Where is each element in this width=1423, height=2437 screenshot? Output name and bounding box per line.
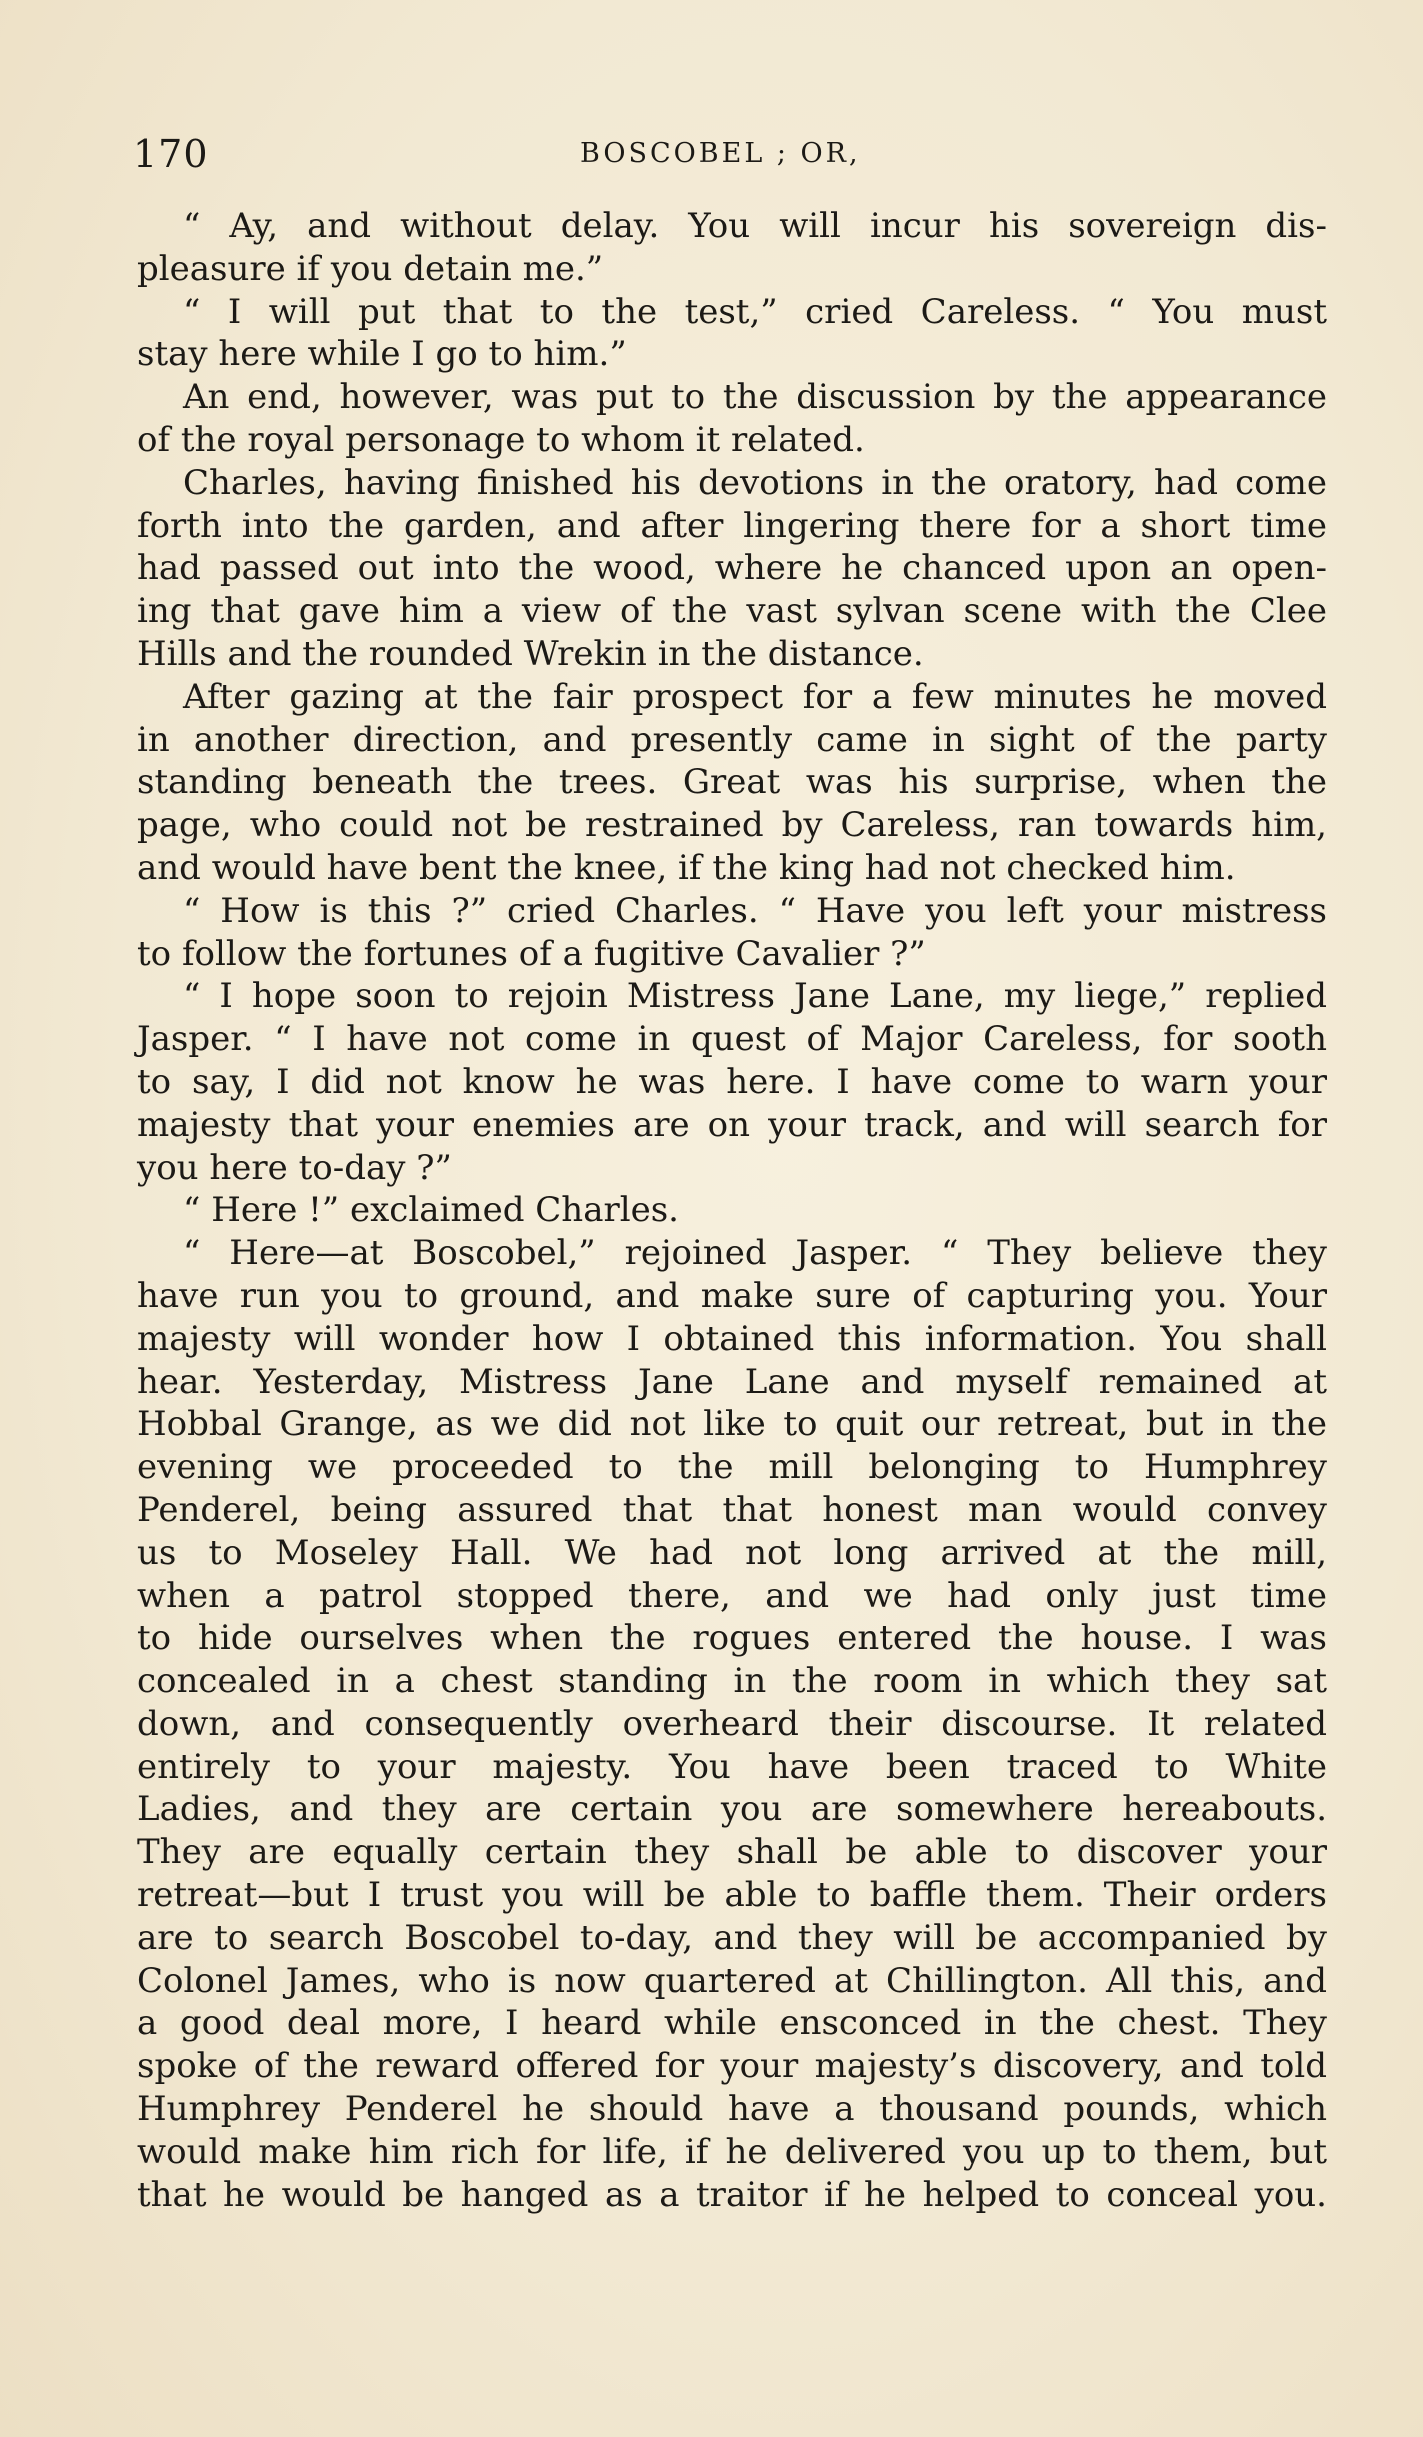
text-line: to hide ourselves when the rogues entered the house. I was	[137, 1618, 1327, 1659]
text-line: evening we proceeded to the mill belonging to Humphrey	[137, 1447, 1327, 1488]
text-line: “ I hope soon to rejoin Mistress Jane Lane, my liege,” replied	[183, 976, 1327, 1017]
text-line: a good deal more, I heard while ensconced in the chest. They	[137, 2003, 1327, 2044]
text-line: in another direction, and presently came in sight of the party	[137, 719, 1327, 760]
text-line: have run you to ground, and make sure of capturing you. Your	[137, 1275, 1327, 1316]
text-line: Penderel, being assured that that honest man would convey	[137, 1489, 1327, 1530]
text-line: “ How is this ?” cried Charles. “ Have you left your mistress	[183, 890, 1327, 931]
text-line: forth into the garden, and after lingering there for a short time	[137, 505, 1327, 546]
text-line: concealed in a chest standing in the room in which they sat	[137, 1661, 1327, 1702]
text-line: page, who could not be restrained by Careless, ran towards him,	[137, 805, 1327, 846]
text-line: After gazing at the fair prospect for a few minutes he moved	[183, 676, 1327, 717]
text-line: spoke of the reward offered for your majesty’s discovery, and told	[137, 2046, 1327, 2087]
page-number: 170	[133, 132, 209, 176]
text-line: “ Here—at Boscobel,” rejoined Jasper. “ They believe they	[183, 1233, 1327, 1274]
text-line: majesty will wonder how I obtained this information. You shall	[137, 1318, 1327, 1359]
text-line: hear. Yesterday, Mistress Jane Lane and myself remained at	[137, 1361, 1327, 1402]
text-line: Hobbal Grange, as we did not like to quit our retreat, but in the	[137, 1404, 1327, 1445]
text-line: “ Ay, and without delay. You will incur his sovereign dis-	[183, 206, 1327, 246]
text-line: would make him rich for life, if he delivered you up to them, but	[137, 2131, 1327, 2172]
text-line: when a patrol stopped there, and we had only just time	[137, 1575, 1327, 1616]
text-line: down, and consequently overheard their discourse. It related	[137, 1703, 1327, 1744]
text-line: retreat—but I trust you will be able to baffle them. Their orders	[137, 1875, 1327, 1916]
text-line: “ I will put that to the test,” cried Careless. “ You must	[183, 291, 1327, 332]
text-line: you here to-day ?”	[137, 1147, 452, 1188]
text-line: us to Moseley Hall. We had not long arrived at the mill,	[137, 1532, 1327, 1573]
text-line: and would have bent the knee, if the king had not checked him.	[137, 847, 1236, 888]
text-line: are to search Boscobel to-day, and they will be accompanied by	[137, 1917, 1327, 1958]
text-line: Hills and the rounded Wrekin in the distance.	[137, 633, 924, 674]
running-head: BOSCOBEL ; OR,	[580, 138, 861, 169]
text-line: standing beneath the trees. Great was his surprise, when the	[137, 762, 1327, 803]
text-line: Jasper. “ I have not come in quest of Major Careless, for sooth	[137, 1019, 1327, 1060]
text-line: pleasure if you detain me.”	[137, 248, 604, 289]
text-line: to say, I did not know he was here. I have come to warn your	[137, 1061, 1327, 1102]
text-line: An end, however, was put to the discussion by the appearance	[183, 377, 1327, 418]
text-line: entirely to your majesty. You have been traced to White	[137, 1746, 1327, 1787]
text-line: that he would be hanged as a traitor if he helped to conceal you.	[137, 2174, 1327, 2215]
text-line: majesty that your enemies are on your track, and will search for	[137, 1104, 1327, 1145]
body-text	[137, 205, 1327, 2216]
text-line: “ Here !” exclaimed Charles.	[183, 1190, 679, 1231]
page-header	[133, 128, 1323, 180]
text-line: Colonel James, who is now quartered at Chillington. All this, and	[137, 1960, 1327, 2001]
text-line: Ladies, and they are certain you are somewhere hereabouts.	[137, 1789, 1327, 1830]
text-line: had passed out into the wood, where he chanced upon an open-	[137, 548, 1327, 589]
text-line: ing that gave him a view of the vast sylvan scene with the Clee	[137, 591, 1327, 632]
text-line: They are equally certain they shall be able to discover your	[137, 1832, 1327, 1873]
text-line: stay here while I go to him.”	[137, 334, 627, 375]
text-line: to follow the fortunes of a fugitive Cavalier ?”	[137, 933, 926, 974]
text-line: of the royal personage to whom it related.	[137, 419, 865, 460]
text-line: Charles, having finished his devotions in the oratory, had come	[183, 462, 1327, 503]
text-line: Humphrey Penderel he should have a thousand pounds, which	[137, 2089, 1327, 2130]
